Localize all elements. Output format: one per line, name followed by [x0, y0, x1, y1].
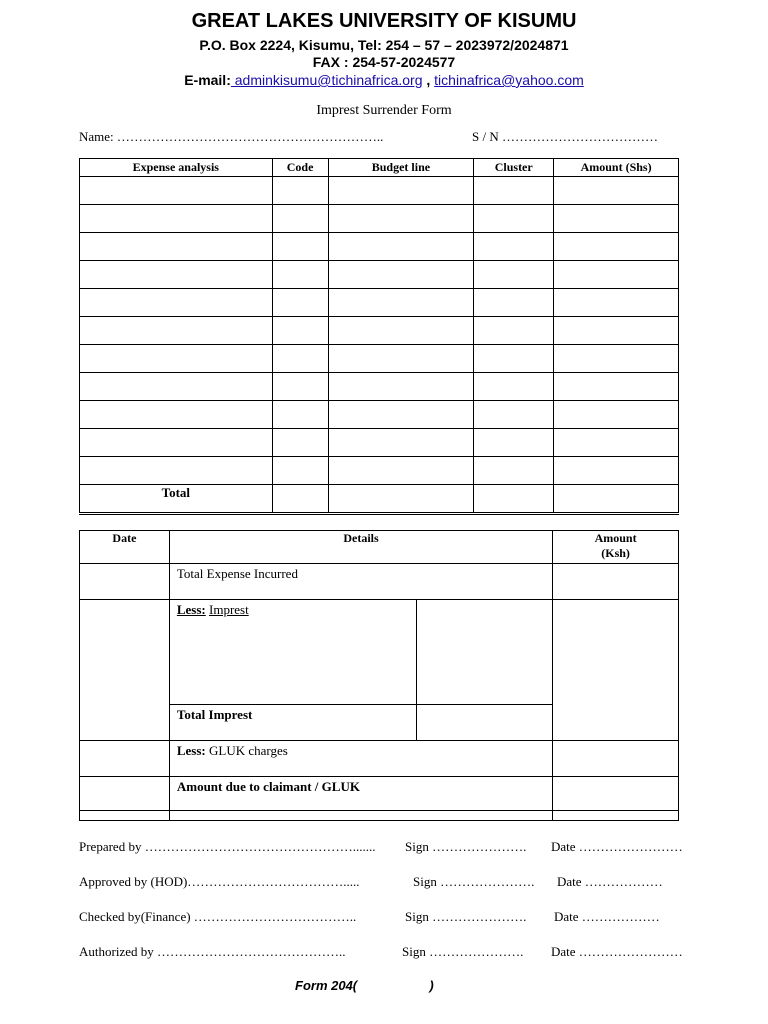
authorized-date: Date ……………………: [551, 944, 683, 959]
header-date: Date: [80, 531, 170, 564]
gluk-charges-text: GLUK charges: [209, 743, 288, 758]
name-field[interactable]: Name: ……………………………………………………..: [79, 129, 384, 144]
table-row[interactable]: [80, 177, 679, 205]
prepared-by-line[interactable]: [79, 839, 683, 855]
email-link-yahoo[interactable]: tichinafrica@yahoo.com: [434, 72, 584, 88]
checked-by-line[interactable]: [79, 909, 660, 925]
expense-table-header: [80, 159, 679, 177]
university-name: GREAT LAKES UNIVERSITY OF KISUMU: [191, 10, 577, 32]
table-row[interactable]: [80, 261, 679, 289]
checked-sign: Sign ………………….: [405, 909, 527, 924]
header-details: Details: [169, 531, 552, 564]
header-amount-label: Amount: [594, 531, 637, 545]
fax-line: FAX : 254-57-2024577: [312, 54, 456, 70]
table-row[interactable]: [80, 289, 679, 317]
gluk-charges-label: [169, 741, 552, 777]
address-line: P.O. Box 2224, Kisumu, Tel: 254 – 57 – 2023972/2024871: [199, 37, 569, 53]
table-row[interactable]: [80, 429, 679, 457]
prepared-sign: Sign ………………….: [405, 839, 527, 854]
prepared-by-label: Prepared by ………………………………………….......: [79, 839, 376, 854]
table-row[interactable]: [80, 345, 679, 373]
total-imprest-label: Total Imprest: [169, 705, 417, 741]
checked-date: Date ………………: [554, 909, 660, 924]
table-row[interactable]: [80, 205, 679, 233]
approved-date: Date ………………: [557, 874, 663, 889]
table-row[interactable]: [80, 317, 679, 345]
amount-due-row[interactable]: [80, 777, 679, 811]
imprest-label: Imprest: [209, 602, 249, 617]
table-row[interactable]: [80, 457, 679, 485]
amount-due-label: Amount due to claimant / GLUK: [169, 777, 552, 811]
total-expense-label: Total Expense Incurred: [169, 564, 552, 600]
email-label: E-mail:: [184, 72, 231, 88]
less-label: Less:: [176, 743, 206, 758]
table-row[interactable]: [80, 373, 679, 401]
email-line: [0, 72, 768, 88]
summary-table: [79, 530, 679, 821]
header-code: Code: [272, 159, 328, 177]
summary-header: [80, 531, 679, 564]
header-cluster: Cluster: [474, 159, 554, 177]
header-budget-line: Budget line: [328, 159, 474, 177]
checked-by-label: Checked by(Finance) ………………………………..: [79, 909, 357, 924]
approved-by-line[interactable]: [79, 874, 663, 890]
form-title: Imprest Surrender Form: [316, 103, 452, 118]
approved-sign: Sign ………………….: [413, 874, 535, 889]
email-separator: ,: [422, 72, 435, 88]
sn-field[interactable]: S / N ………………………………: [472, 129, 658, 144]
header-expense-analysis: Expense analysis: [80, 159, 273, 177]
less-label: Less:: [176, 602, 206, 617]
header-amount-ksh: [553, 531, 679, 564]
total-label: Total: [80, 485, 273, 514]
total-row[interactable]: [80, 485, 679, 514]
authorized-sign: Sign ………………….: [402, 944, 524, 959]
header-amount-shs: Amount (Shs): [554, 159, 679, 177]
less-imprest-label: [169, 600, 417, 705]
less-imprest-row[interactable]: [80, 600, 679, 705]
form-number: Form 204( ): [295, 978, 434, 993]
authorized-by-label: Authorized by ……………………………………..: [79, 944, 346, 959]
summary-spacer-row: [80, 811, 679, 821]
table-row[interactable]: [80, 401, 679, 429]
gluk-charges-row[interactable]: [80, 741, 679, 777]
approved-by-label: Approved by (HOD)……………………………….....: [79, 874, 360, 889]
prepared-date: Date ……………………: [551, 839, 683, 854]
total-expense-row[interactable]: [80, 564, 679, 600]
authorized-by-line[interactable]: [79, 944, 683, 960]
email-link-admin[interactable]: adminkisumu@tichinafrica.org: [230, 72, 423, 88]
header-amount-unit: (Ksh): [601, 546, 630, 560]
table-row[interactable]: [80, 233, 679, 261]
expense-table: [79, 158, 679, 515]
